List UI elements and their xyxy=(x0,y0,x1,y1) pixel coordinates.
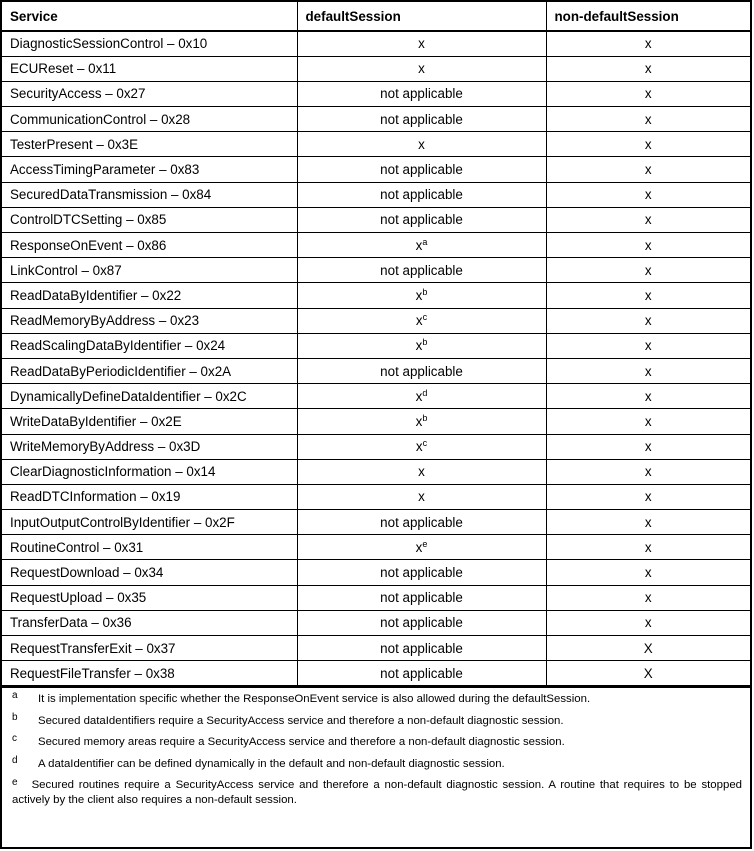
header-default-session: defaultSession xyxy=(297,2,546,31)
default-session-value: x xyxy=(415,539,423,555)
default-session-value: not applicable xyxy=(380,111,463,127)
default-session-cell xyxy=(297,258,546,283)
default-session-value: x xyxy=(418,489,425,505)
default-session-cell xyxy=(297,233,546,258)
footnote xyxy=(12,711,742,728)
service-cell: ResponseOnEvent – 0x86 xyxy=(2,233,297,258)
service-cell: ReadScalingDataByIdentifier – 0x24 xyxy=(2,333,297,358)
non-default-session-cell: x xyxy=(546,207,750,232)
default-session-cell xyxy=(297,459,546,484)
default-session-value: not applicable xyxy=(380,665,463,681)
non-default-session-cell: x xyxy=(546,132,750,157)
non-default-session-cell: x xyxy=(546,308,750,333)
table-row xyxy=(2,157,750,182)
table-row xyxy=(2,535,750,560)
service-cell: TransferData – 0x36 xyxy=(2,610,297,635)
table-row xyxy=(2,661,750,686)
table-row xyxy=(2,182,750,207)
default-session-cell xyxy=(297,610,546,635)
table-row xyxy=(2,384,750,409)
non-default-session-cell: x xyxy=(546,182,750,207)
non-default-session-cell: x xyxy=(546,560,750,585)
service-cell: DiagnosticSessionControl – 0x10 xyxy=(2,31,297,56)
default-session-value: not applicable xyxy=(380,590,463,606)
service-cell: InputOutputControlByIdentifier – 0x2F xyxy=(2,510,297,535)
default-session-value: not applicable xyxy=(380,187,463,203)
service-cell: SecurityAccess – 0x27 xyxy=(2,81,297,106)
default-session-value: not applicable xyxy=(380,565,463,581)
non-default-session-cell: X xyxy=(546,661,750,686)
table-row xyxy=(2,31,750,56)
non-default-session-cell: x xyxy=(546,233,750,258)
footnotes xyxy=(2,686,750,817)
default-session-value: not applicable xyxy=(380,615,463,631)
non-default-session-cell: x xyxy=(546,56,750,81)
default-session-value: x xyxy=(415,388,423,404)
default-session-cell xyxy=(297,283,546,308)
service-cell: ReadDataByIdentifier – 0x22 xyxy=(2,283,297,308)
default-session-value: x xyxy=(415,413,423,429)
table-row xyxy=(2,585,750,610)
default-session-cell xyxy=(297,434,546,459)
service-cell: ReadMemoryByAddress – 0x23 xyxy=(2,308,297,333)
default-session-cell xyxy=(297,81,546,106)
table-header-row xyxy=(2,2,750,31)
table-row xyxy=(2,56,750,81)
non-default-session-cell: x xyxy=(546,610,750,635)
table-row xyxy=(2,107,750,132)
service-cell: ReadDTCInformation – 0x19 xyxy=(2,484,297,509)
default-session-value: not applicable xyxy=(380,212,463,228)
header-service: Service xyxy=(2,2,297,31)
table-row xyxy=(2,132,750,157)
service-cell: DynamicallyDefineDataIdentifier – 0x2C xyxy=(2,384,297,409)
service-session-table xyxy=(2,2,750,686)
table-row xyxy=(2,333,750,358)
table-row xyxy=(2,560,750,585)
default-session-cell xyxy=(297,636,546,661)
service-cell: RequestFileTransfer – 0x38 xyxy=(2,661,297,686)
table-row xyxy=(2,434,750,459)
service-cell: TesterPresent – 0x3E xyxy=(2,132,297,157)
default-session-cell xyxy=(297,31,546,56)
footnote-reference: b xyxy=(422,412,428,423)
footnote-mark: c xyxy=(12,733,17,745)
table-row xyxy=(2,610,750,635)
default-session-value: not applicable xyxy=(380,262,463,278)
footnote xyxy=(12,778,742,807)
non-default-session-cell: x xyxy=(546,107,750,132)
default-session-cell xyxy=(297,157,546,182)
default-session-cell xyxy=(297,535,546,560)
default-session-cell xyxy=(297,56,546,81)
default-session-value: x xyxy=(415,237,423,253)
footnote-reference: b xyxy=(422,337,428,348)
footnote-text: Secured routines require a SecurityAccess service and therefore a non-default diagnostic session. A routine that requires to be stopped actively by the client also requires a non-default session. xyxy=(12,779,742,807)
default-session-cell xyxy=(297,358,546,383)
service-cell: ClearDiagnosticInformation – 0x14 xyxy=(2,459,297,484)
default-session-cell xyxy=(297,560,546,585)
footnote-text: Secured memory areas require a SecurityAccess service and therefore a non-default diagnostic session. xyxy=(38,736,565,749)
service-cell: ControlDTCSetting – 0x85 xyxy=(2,207,297,232)
default-session-cell xyxy=(297,585,546,610)
footnote-reference: d xyxy=(422,387,428,398)
default-session-value: x xyxy=(415,313,423,329)
footnote-text: It is implementation specific whether the ResponseOnEvent service is also allowed during the defaultSession. xyxy=(38,693,591,706)
non-default-session-cell: x xyxy=(546,258,750,283)
non-default-session-cell: x xyxy=(546,459,750,484)
default-session-cell xyxy=(297,132,546,157)
non-default-session-cell: x xyxy=(546,434,750,459)
table-row xyxy=(2,233,750,258)
table-row xyxy=(2,283,750,308)
default-session-value: not applicable xyxy=(380,86,463,102)
default-session-cell xyxy=(297,333,546,358)
non-default-session-cell: x xyxy=(546,510,750,535)
footnote-mark: a xyxy=(12,690,18,702)
footnote-reference: c xyxy=(422,438,428,449)
footnote-mark: d xyxy=(12,754,18,766)
service-cell: ECUReset – 0x11 xyxy=(2,56,297,81)
table-row xyxy=(2,81,750,106)
footnote xyxy=(12,735,742,749)
footnote-reference: a xyxy=(422,236,428,247)
default-session-value: x xyxy=(418,36,425,52)
footnote-mark: b xyxy=(12,711,18,723)
non-default-session-cell: x xyxy=(546,535,750,560)
footnote-reference: b xyxy=(422,286,428,297)
default-session-cell xyxy=(297,484,546,509)
default-session-value: not applicable xyxy=(380,162,463,178)
service-cell: WriteDataByIdentifier – 0x2E xyxy=(2,409,297,434)
default-session-cell xyxy=(297,207,546,232)
footnote-text: Secured dataIdentifiers require a SecurityAccess service and therefore a non-default diagnostic session. xyxy=(38,714,564,727)
service-cell: RequestTransferExit – 0x37 xyxy=(2,636,297,661)
non-default-session-cell: x xyxy=(546,409,750,434)
non-default-session-cell: x xyxy=(546,31,750,56)
default-session-value: not applicable xyxy=(380,363,463,379)
non-default-session-cell: x xyxy=(546,333,750,358)
service-cell: LinkControl – 0x87 xyxy=(2,258,297,283)
table-row xyxy=(2,409,750,434)
footnote-reference: c xyxy=(422,312,428,323)
default-session-value: x xyxy=(418,136,425,152)
table-row xyxy=(2,636,750,661)
footnote-mark: e xyxy=(12,777,18,789)
service-cell: RequestUpload – 0x35 xyxy=(2,585,297,610)
default-session-value: x xyxy=(415,338,423,354)
table-row xyxy=(2,207,750,232)
non-default-session-cell: x xyxy=(546,384,750,409)
default-session-cell xyxy=(297,661,546,686)
footnote xyxy=(12,754,742,771)
non-default-session-cell: X xyxy=(546,636,750,661)
service-cell: SecuredDataTransmission – 0x84 xyxy=(2,182,297,207)
table-row xyxy=(2,258,750,283)
default-session-value: x xyxy=(418,61,425,77)
default-session-value: x xyxy=(415,439,423,455)
default-session-value: not applicable xyxy=(380,640,463,656)
table-row xyxy=(2,510,750,535)
service-cell: WriteMemoryByAddress – 0x3D xyxy=(2,434,297,459)
default-session-cell xyxy=(297,308,546,333)
non-default-session-cell: x xyxy=(546,585,750,610)
service-cell: AccessTimingParameter – 0x83 xyxy=(2,157,297,182)
footnote xyxy=(12,692,742,706)
default-session-value: x xyxy=(415,287,423,303)
table-row xyxy=(2,459,750,484)
non-default-session-cell: x xyxy=(546,157,750,182)
non-default-session-cell: x xyxy=(546,283,750,308)
non-default-session-cell: x xyxy=(546,81,750,106)
service-cell: RoutineControl – 0x31 xyxy=(2,535,297,560)
table-row xyxy=(2,484,750,509)
service-cell: CommunicationControl – 0x28 xyxy=(2,107,297,132)
default-session-cell xyxy=(297,182,546,207)
footnote-reference: e xyxy=(422,538,428,549)
default-session-cell xyxy=(297,107,546,132)
default-session-value: not applicable xyxy=(380,514,463,530)
service-cell: RequestDownload – 0x34 xyxy=(2,560,297,585)
service-cell: ReadDataByPeriodicIdentifier – 0x2A xyxy=(2,358,297,383)
table-row xyxy=(2,358,750,383)
footnote-text: A dataIdentifier can be defined dynamically in the default and non-default diagnostic session. xyxy=(38,757,505,770)
default-session-value: x xyxy=(418,464,425,480)
table-row xyxy=(2,308,750,333)
default-session-cell xyxy=(297,409,546,434)
header-non-default-session: non-defaultSession xyxy=(546,2,750,31)
non-default-session-cell: x xyxy=(546,484,750,509)
non-default-session-cell: x xyxy=(546,358,750,383)
default-session-cell xyxy=(297,384,546,409)
default-session-cell xyxy=(297,510,546,535)
